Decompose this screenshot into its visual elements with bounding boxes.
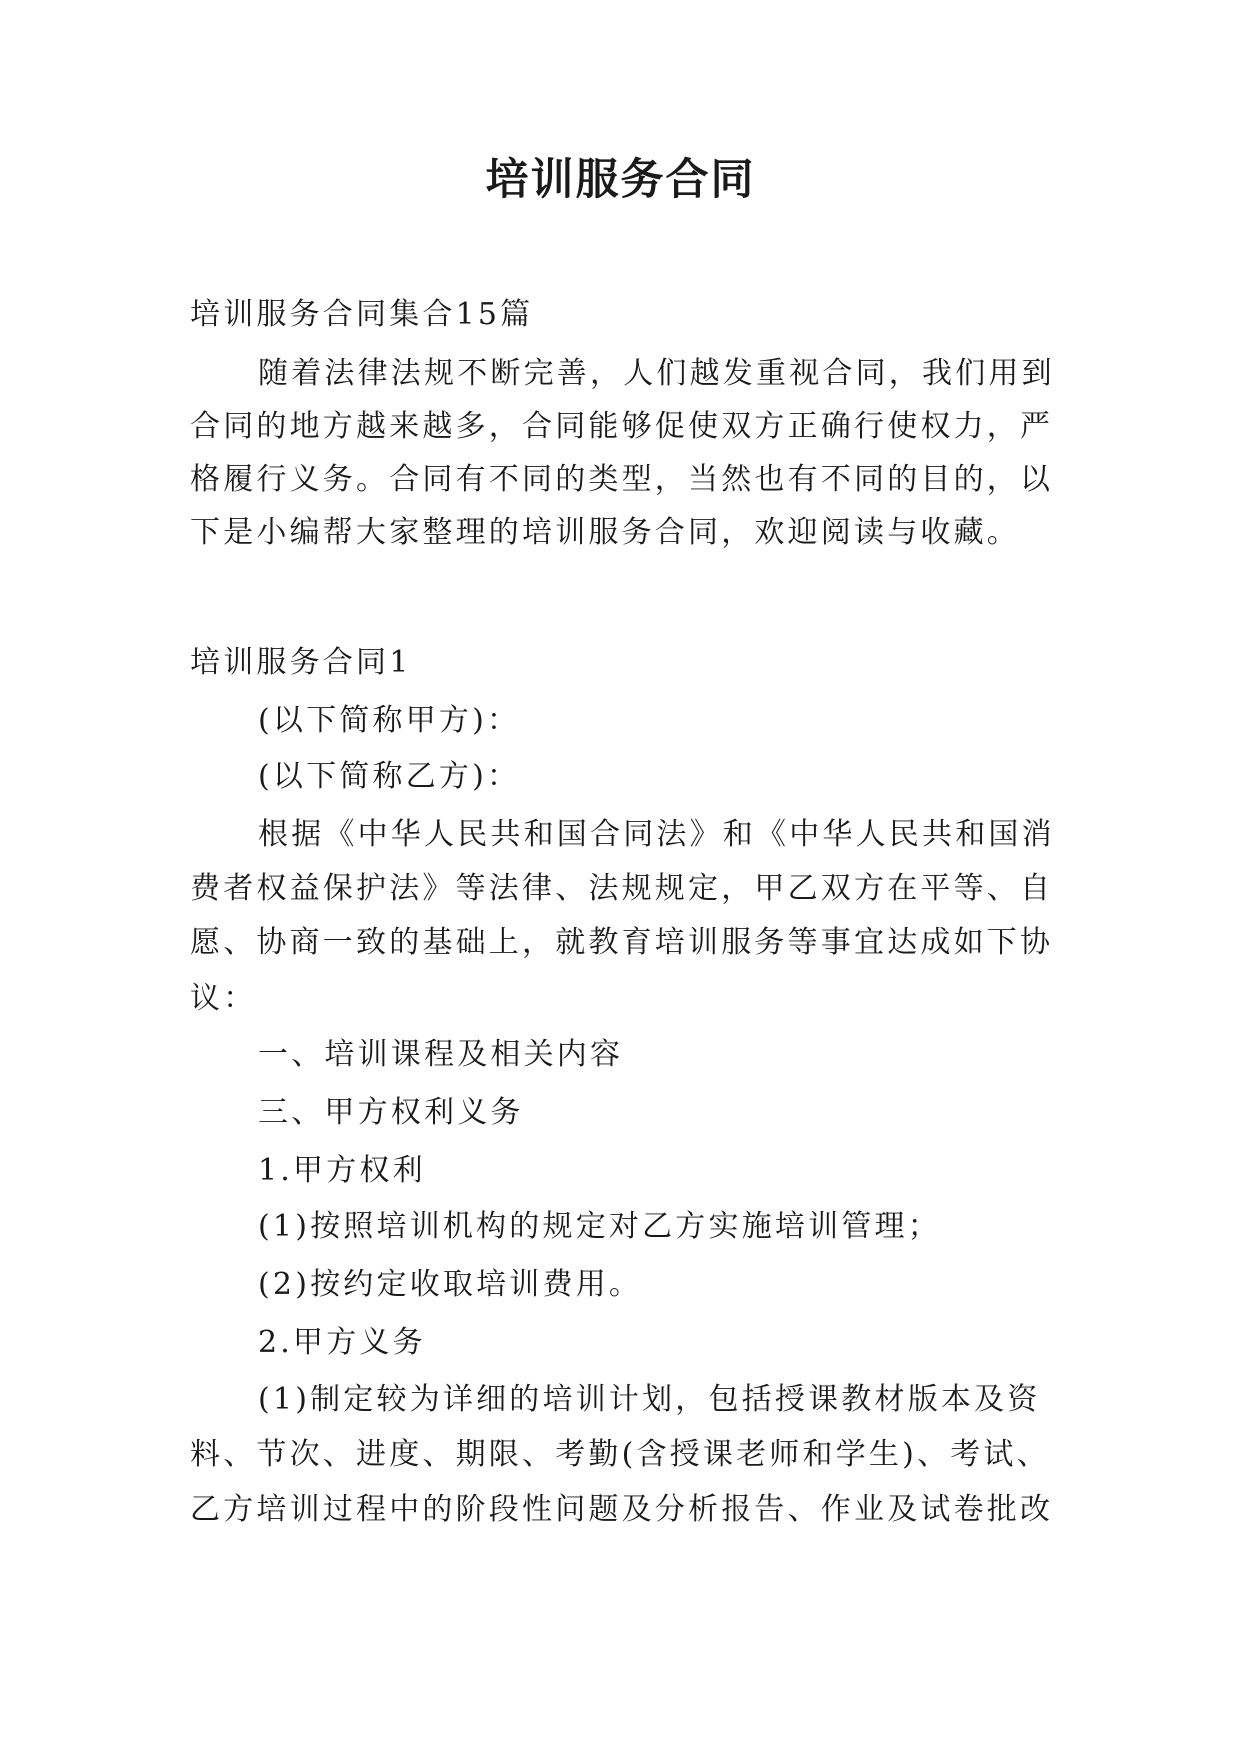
party-a-rights-heading: 1.甲方权利	[258, 1153, 426, 1188]
party-a-right-2: (2)按约定收取培训费用。	[258, 1267, 643, 1302]
section-three-heading: 三、甲方权利义务	[258, 1095, 524, 1130]
party-a-line: (以下简称甲方)：	[258, 703, 521, 738]
basis-line-4: 议：	[190, 981, 257, 1016]
contract-1-heading: 培训服务合同1	[190, 645, 412, 680]
intro-line-1: 随着法律法规不断完善，人们越发重视合同，我们用到	[258, 356, 1055, 391]
basis-line-3: 愿、协商一致的基础上，就教育培训服务等事宜达成如下协	[190, 925, 1054, 960]
intro-line-4: 下是小编帮大家整理的培训服务合同，欢迎阅读与收藏。	[190, 515, 1020, 550]
party-b-line: (以下简称乙方)：	[258, 759, 521, 794]
basis-line-2: 费者权益保护法》等法律、法规规定，甲乙双方在平等、自	[190, 871, 1054, 906]
intro-line-3: 格履行义务。合同有不同的类型，当然也有不同的目的，以	[190, 462, 1054, 497]
collection-heading: 培训服务合同集合15篇	[190, 297, 534, 332]
party-a-duty-1-line-3: 乙方培训过程中的阶段性问题及分析报告、作业及试卷批改	[190, 1492, 1054, 1527]
section-one-heading: 一、培训课程及相关内容	[258, 1037, 624, 1072]
party-a-duties-heading: 2.甲方义务	[258, 1325, 426, 1360]
document-title: 培训服务合同	[485, 155, 756, 205]
basis-line-1: 根据《中华人民共和国合同法》和《中华人民共和国消	[258, 817, 1055, 852]
party-a-right-1: (1)按照培训机构的规定对乙方实施培训管理；	[258, 1209, 941, 1244]
party-a-duty-1-line-1: (1)制定较为详细的培训计划，包括授课教材版本及资	[258, 1382, 1041, 1417]
party-a-duty-1-line-2: 料、节次、进度、期限、考勤(含授课老师和学生)、考试、	[190, 1437, 1050, 1472]
intro-line-2: 合同的地方越来越多，合同能够促使双方正确行使权力，严	[190, 409, 1054, 444]
